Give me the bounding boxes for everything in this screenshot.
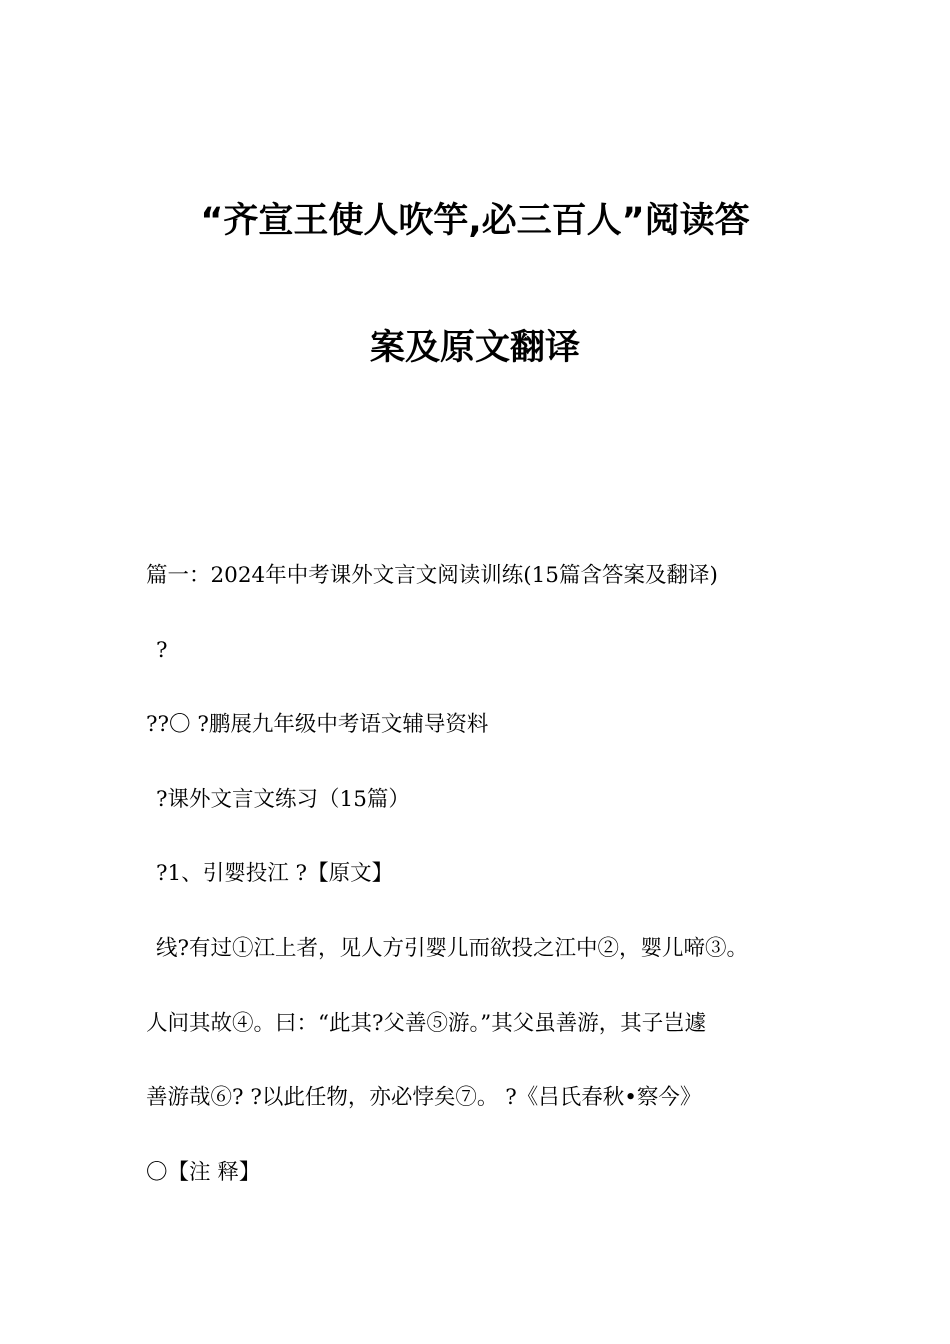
text-line: ? <box>156 638 168 663</box>
document-title-line-2: 案及原文翻译 <box>369 328 580 368</box>
text-line: ??〇 ?鹏展九年级中考语文辅导资料 <box>146 712 489 737</box>
body-paragraph-line: 善游哉⑥? ?以此任物，亦必悖矣⑦。 ?《吕氏春秋•察今》 <box>146 1085 702 1110</box>
document-title-line-1: “齐宣王使人吹竽,必三百人”阅读答 <box>200 201 750 241</box>
text-line: ?1、引婴投江 ?【原文】 <box>156 861 394 886</box>
section-heading: 篇一：2024年中考课外文言文阅读训练(15篇含答案及翻译) <box>146 563 718 588</box>
notes-heading: 〇【注 释】 <box>146 1160 261 1185</box>
text-line: ?课外文言文练习（15篇） <box>156 787 410 812</box>
body-paragraph-line: 人问其故④。曰：“此其?父善⑤游。”其父虽善游，其子岂遽 <box>146 1011 707 1036</box>
body-paragraph-line: 线?有过①江上者，见人方引婴儿而欲投之江中②，婴儿啼③。 <box>156 936 749 961</box>
